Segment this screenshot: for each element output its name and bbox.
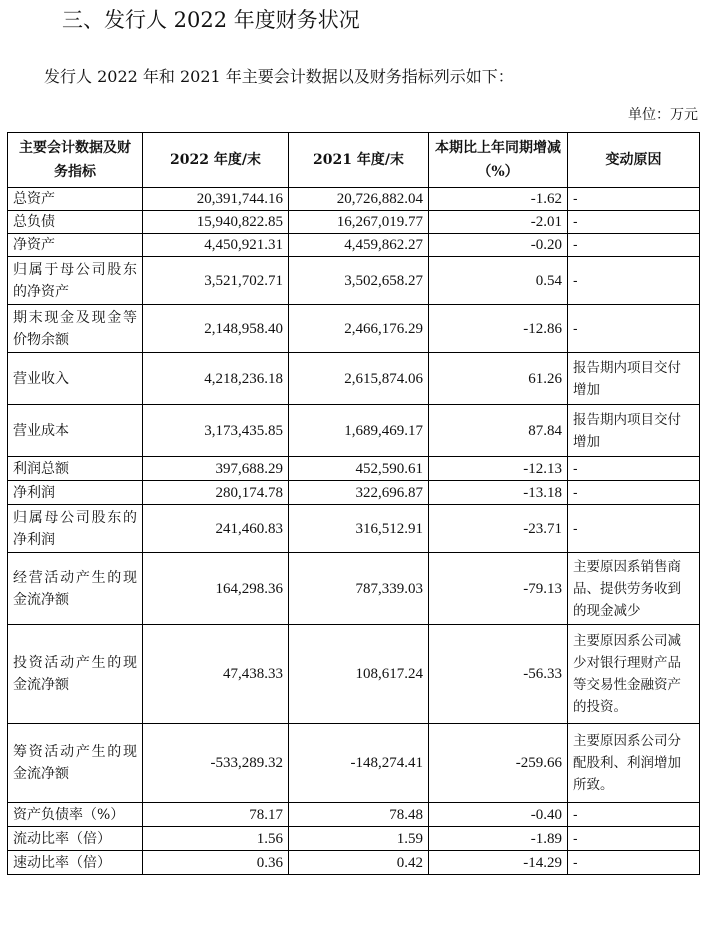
row-value-2022: 3,173,435.85 <box>143 405 289 457</box>
row-value-2021: 0.42 <box>289 851 429 875</box>
row-item-label: 速动比率（倍） <box>8 851 143 875</box>
row-change-percent: -13.18 <box>429 481 568 505</box>
row-value-2022: 280,174.78 <box>143 481 289 505</box>
row-value-2021: 78.48 <box>289 803 429 827</box>
header-2021: 2021 年度/末 <box>289 133 429 188</box>
row-value-2022: 241,460.83 <box>143 505 289 553</box>
row-value-2021: 316,512.91 <box>289 505 429 553</box>
row-change-percent: -79.13 <box>429 553 568 625</box>
table-row <box>8 827 700 851</box>
table-body <box>8 188 700 875</box>
row-change-reason: - <box>568 234 700 257</box>
table-row <box>8 305 700 353</box>
row-value-2022: 2,148,958.40 <box>143 305 289 353</box>
row-change-percent: -12.13 <box>429 457 568 481</box>
row-value-2022: -533,289.32 <box>143 724 289 803</box>
row-item-label: 期末现金及现金等价物余额 <box>8 305 143 353</box>
row-value-2021: 4,459,862.27 <box>289 234 429 257</box>
row-value-2021: 2,466,176.29 <box>289 305 429 353</box>
row-change-reason: 报告期内项目交付增加 <box>568 353 700 405</box>
row-item-label: 总负债 <box>8 211 143 234</box>
row-item-label: 净利润 <box>8 481 143 505</box>
financial-data-table <box>7 132 700 875</box>
table-row <box>8 851 700 875</box>
row-value-2022: 0.36 <box>143 851 289 875</box>
table-row <box>8 481 700 505</box>
row-change-reason: 主要原因系公司分配股利、利润增加所致。 <box>568 724 700 803</box>
row-change-percent: 61.26 <box>429 353 568 405</box>
table-row <box>8 257 700 305</box>
table-row <box>8 234 700 257</box>
table-row <box>8 803 700 827</box>
header-2022: 2022 年度/末 <box>143 133 289 188</box>
row-value-2021: 787,339.03 <box>289 553 429 625</box>
row-value-2021: 2,615,874.06 <box>289 353 429 405</box>
row-change-percent: -1.89 <box>429 827 568 851</box>
row-change-percent: -2.01 <box>429 211 568 234</box>
row-item-label: 营业收入 <box>8 353 143 405</box>
row-value-2021: -148,274.41 <box>289 724 429 803</box>
row-value-2022: 4,450,921.31 <box>143 234 289 257</box>
table-row <box>8 211 700 234</box>
row-value-2022: 20,391,744.16 <box>143 188 289 211</box>
row-value-2022: 78.17 <box>143 803 289 827</box>
row-value-2021: 1,689,469.17 <box>289 405 429 457</box>
row-item-label: 总资产 <box>8 188 143 211</box>
intro-paragraph: 发行人 2022 年和 2021 年主要会计数据以及财务指标列示如下： <box>44 67 514 86</box>
row-item-label: 净资产 <box>8 234 143 257</box>
row-change-reason: - <box>568 481 700 505</box>
row-change-reason: - <box>568 505 700 553</box>
header-item: 主要会计数据及财务指标 <box>8 133 143 188</box>
row-value-2022: 1.56 <box>143 827 289 851</box>
row-change-percent: -56.33 <box>429 625 568 724</box>
row-change-percent: -1.62 <box>429 188 568 211</box>
row-item-label: 营业成本 <box>8 405 143 457</box>
row-change-percent: 87.84 <box>429 405 568 457</box>
row-change-percent: -259.66 <box>429 724 568 803</box>
row-value-2022: 4,218,236.18 <box>143 353 289 405</box>
section-heading: 三、发行人 2022 年度财务状况 <box>62 8 360 32</box>
row-value-2022: 15,940,822.85 <box>143 211 289 234</box>
row-item-label: 归属于母公司股东的净资产 <box>8 257 143 305</box>
row-value-2022: 3,521,702.71 <box>143 257 289 305</box>
table-row <box>8 353 700 405</box>
unit-label: 单位：万元 <box>628 107 698 123</box>
row-change-reason: - <box>568 188 700 211</box>
row-value-2021: 16,267,019.77 <box>289 211 429 234</box>
row-item-label: 流动比率（倍） <box>8 827 143 851</box>
row-change-reason: 主要原因系公司减少对银行理财产品等交易性金融资产的投资。 <box>568 625 700 724</box>
row-value-2021: 1.59 <box>289 827 429 851</box>
row-value-2021: 20,726,882.04 <box>289 188 429 211</box>
row-change-reason: 报告期内项目交付增加 <box>568 405 700 457</box>
table-row <box>8 457 700 481</box>
row-change-reason: - <box>568 851 700 875</box>
row-item-label: 利润总额 <box>8 457 143 481</box>
table-row <box>8 553 700 625</box>
row-change-percent: -0.40 <box>429 803 568 827</box>
table-row <box>8 724 700 803</box>
row-item-label: 资产负债率（%） <box>8 803 143 827</box>
row-change-percent: 0.54 <box>429 257 568 305</box>
table-row <box>8 505 700 553</box>
header-change: 本期比上年同期增减（%） <box>429 133 568 188</box>
row-value-2021: 108,617.24 <box>289 625 429 724</box>
table-row <box>8 625 700 724</box>
row-change-reason: - <box>568 457 700 481</box>
row-change-percent: -12.86 <box>429 305 568 353</box>
table-header-row <box>8 133 700 188</box>
row-value-2022: 164,298.36 <box>143 553 289 625</box>
row-value-2021: 3,502,658.27 <box>289 257 429 305</box>
header-reason: 变动原因 <box>568 133 700 188</box>
row-value-2022: 47,438.33 <box>143 625 289 724</box>
row-item-label: 投资活动产生的现金流净额 <box>8 625 143 724</box>
row-change-reason: - <box>568 827 700 851</box>
row-change-reason: - <box>568 211 700 234</box>
row-change-percent: -0.20 <box>429 234 568 257</box>
row-change-reason: 主要原因系销售商品、提供劳务收到的现金减少 <box>568 553 700 625</box>
row-change-percent: -23.71 <box>429 505 568 553</box>
table-row <box>8 188 700 211</box>
row-change-reason: - <box>568 803 700 827</box>
row-change-reason: - <box>568 305 700 353</box>
row-item-label: 筹资活动产生的现金流净额 <box>8 724 143 803</box>
row-value-2022: 397,688.29 <box>143 457 289 481</box>
row-value-2021: 452,590.61 <box>289 457 429 481</box>
row-item-label: 归属母公司股东的净利润 <box>8 505 143 553</box>
row-change-reason: - <box>568 257 700 305</box>
table-row <box>8 405 700 457</box>
row-item-label: 经营活动产生的现金流净额 <box>8 553 143 625</box>
row-value-2021: 322,696.87 <box>289 481 429 505</box>
row-change-percent: -14.29 <box>429 851 568 875</box>
